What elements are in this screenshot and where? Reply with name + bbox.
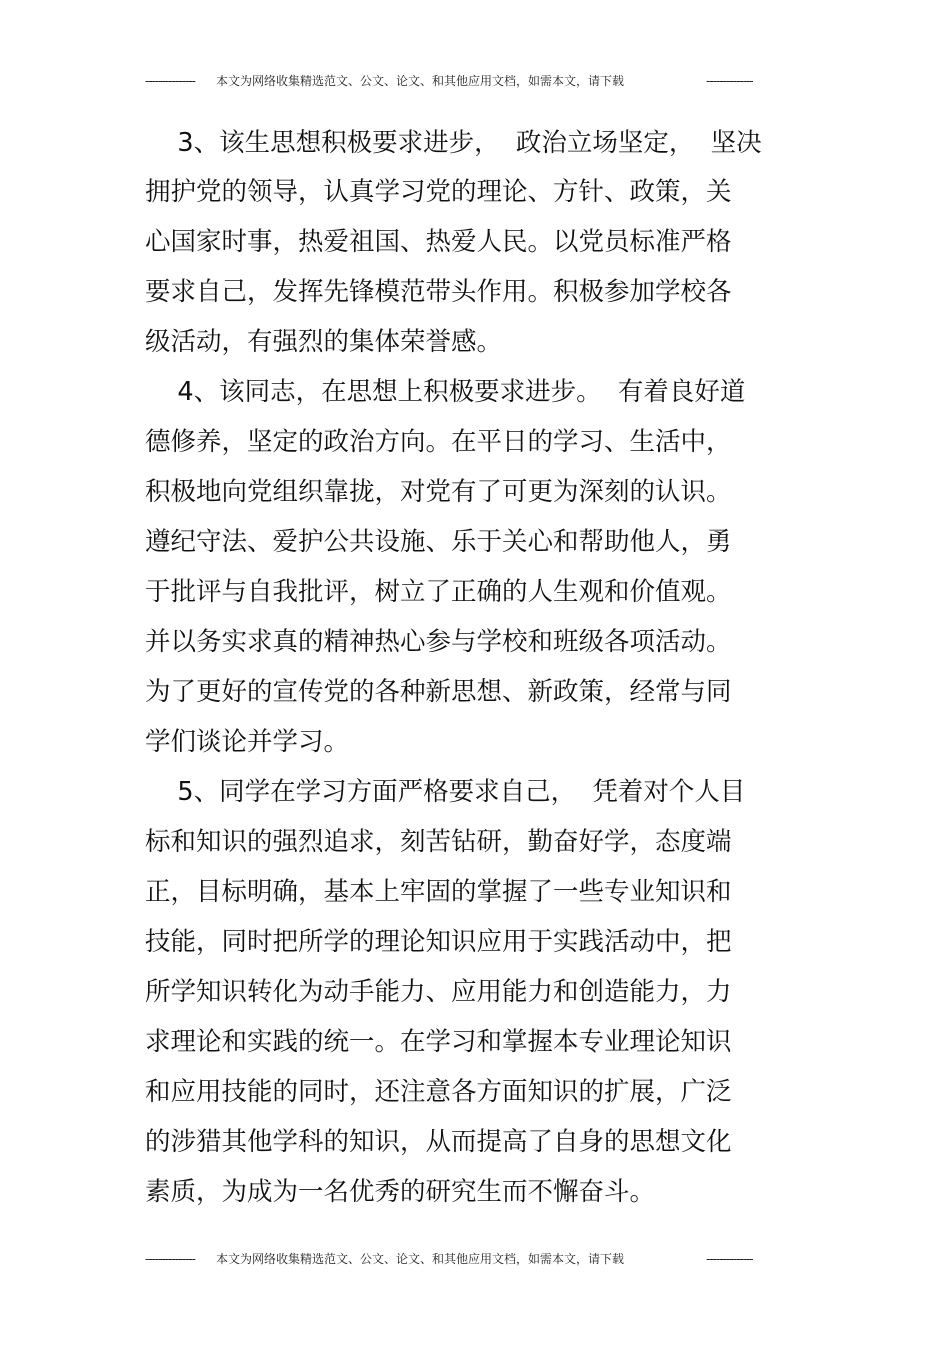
paragraph-2-line-1: 4、该同志，在思想上积极要求进步。 有着良好道 bbox=[145, 377, 746, 407]
paragraph-3-line-1: 5、同学在学习方面严格要求自己， 凭着对个人目 bbox=[145, 777, 746, 807]
paragraph-1-line-1: 3、该生思想积极要求进步， 政治立场坚定， 坚决 bbox=[145, 128, 762, 158]
paragraph-1-line-3: 心国家时事，热爱祖国、热爱人民。以党员标准严格 bbox=[145, 227, 732, 257]
paragraph-2-line-8: 学们谈论并学习。 bbox=[145, 727, 350, 757]
paragraph-2-line-5: 于批评与自我批评，树立了正确的人生观和价值观。 bbox=[145, 577, 732, 607]
header-text: 本文为网络收集精选范文、公文、论文、和其他应用文档，如需本文，请下载 bbox=[216, 74, 625, 88]
paragraph-3-line-6: 求理论和实践的统一。在学习和掌握本专业理论知识 bbox=[145, 1027, 732, 1057]
paragraph-3-line-7: 和应用技能的同时，还注意各方面知识的扩展，广泛 bbox=[145, 1077, 732, 1107]
page-header bbox=[0, 71, 950, 91]
paragraph-2-line-2: 德修养，坚定的政治方向。在平日的学习、生活中， bbox=[145, 427, 732, 457]
paragraph-1-line-4: 要求自己，发挥先锋模范带头作用。积极参加学校各 bbox=[145, 277, 732, 307]
paragraph-3-line-2: 标和知识的强烈追求，刻苦钻研，勤奋好学，态度端 bbox=[145, 827, 732, 857]
header-dashes-left: --------------- bbox=[145, 74, 195, 88]
header-dashes-right: -------------- bbox=[706, 74, 753, 88]
paragraph-3-line-8: 的涉猎其他学科的知识，从而提高了自身的思想文化 bbox=[145, 1127, 732, 1157]
footer-dashes-left: --------------- bbox=[145, 1252, 195, 1266]
footer-text: 本文为网络收集精选范文、公文、论文、和其他应用文档，如需本文，请下载 bbox=[216, 1252, 625, 1266]
paragraph-2-line-7: 为了更好的宣传党的各种新思想、新政策，经常与同 bbox=[145, 677, 732, 707]
paragraph-3-line-9: 素质，为成为一名优秀的研究生而不懈奋斗。 bbox=[145, 1177, 656, 1207]
paragraph-2-line-4: 遵纪守法、爱护公共设施、乐于关心和帮助他人，勇 bbox=[145, 527, 732, 557]
paragraph-2-line-6: 并以务实求真的精神热心参与学校和班级各项活动。 bbox=[145, 627, 732, 657]
paragraph-3-line-4: 技能，同时把所学的理论知识应用于实践活动中，把 bbox=[145, 927, 732, 957]
paragraph-1-line-5: 级活动，有强烈的集体荣誉感。 bbox=[145, 327, 503, 357]
page-footer bbox=[0, 1249, 950, 1269]
paragraph-3-line-5: 所学知识转化为动手能力、应用能力和创造能力，力 bbox=[145, 977, 732, 1007]
paragraph-3-line-3: 正，目标明确，基本上牢固的掌握了一些专业知识和 bbox=[145, 877, 732, 907]
footer-dashes-right: -------------- bbox=[706, 1252, 753, 1266]
paragraph-2-line-3: 积极地向党组织靠拢，对党有了可更为深刻的认识。 bbox=[145, 477, 732, 507]
paragraph-1-line-2: 拥护党的领导，认真学习党的理论、方针、政策，关 bbox=[145, 177, 732, 207]
